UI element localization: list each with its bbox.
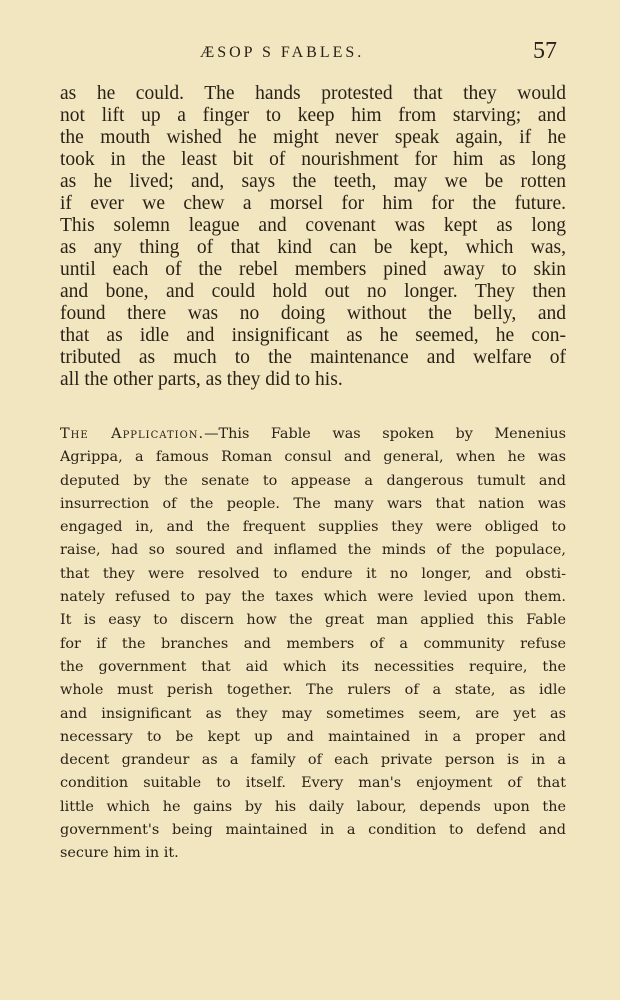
text-line: that as idle and insignificant as he seemed, he con- xyxy=(60,325,566,346)
running-title: ÆSOP S FABLES. xyxy=(200,44,365,61)
text-line: not lift up a finger to keep him from starving; and xyxy=(60,105,566,126)
text-line xyxy=(60,423,566,446)
text-line: as any thing of that kind can be kept, which was, xyxy=(60,237,566,258)
text-line: secure him in it. xyxy=(60,845,179,862)
text-line: raise, had so soured and inflamed the minds of the populace, xyxy=(60,542,566,559)
text-line: government's being maintained in a condition to defend and xyxy=(60,822,566,839)
text-line: tributed as much to the maintenance and welfare of xyxy=(60,347,566,368)
text-line: as he could. The hands protested that they would xyxy=(60,83,566,104)
text-line: deputed by the senate to appease a dangerous tumult and xyxy=(60,472,566,489)
text-line: took in the least bit of nourishment for him as long xyxy=(60,149,566,170)
page-number: 57 xyxy=(533,38,557,64)
text-line: if ever we chew a morsel for him for the future. xyxy=(60,193,566,214)
page-header xyxy=(0,38,620,68)
application-paragraph xyxy=(60,423,566,866)
text-line: and bone, and could hold out no longer. They then xyxy=(60,281,566,302)
text-line: that they were resolved to endure it no longer, and obsti- xyxy=(60,565,566,582)
text-line: engaged in, and the frequent supplies they were obliged to xyxy=(60,519,566,536)
text-line: whole must perish together. The rulers of a state, as idle xyxy=(60,682,566,699)
text-line: insurrection of the people. The many wars that nation was xyxy=(60,495,566,512)
text-line: all the other parts, as they did to his. xyxy=(60,369,343,390)
fable-text-paragraph xyxy=(60,83,566,391)
text-line: Agrippa, a famous Roman consul and general, when he was xyxy=(60,449,566,466)
text-line: condition suitable to itself. Every man's enjoyment of that xyxy=(60,775,566,792)
text-line: found there was no doing without the belly, and xyxy=(60,303,566,324)
text-line: little which he gains by his daily labour, depends upon the xyxy=(60,798,566,815)
text-line: necessary to be kept up and maintained in a proper and xyxy=(60,728,566,745)
text-line: nately refused to pay the taxes which were levied upon them. xyxy=(60,589,566,606)
text-line-rest: —This Fable was spoken by Menenius xyxy=(204,426,566,442)
application-heading: The Application. xyxy=(60,426,205,442)
text-line: until each of the rebel members pined away to skin xyxy=(60,259,566,280)
text-line: the mouth wished he might never speak again, if he xyxy=(60,127,566,148)
text-line: and insignificant as they may sometimes seem, are yet as xyxy=(60,705,566,722)
text-line: decent grandeur as a family of each private person is in a xyxy=(60,752,566,769)
text-line: as he lived; and, says the teeth, may we be rotten xyxy=(60,171,566,192)
text-line: for if the branches and members of a community refuse xyxy=(60,635,566,652)
text-line: This solemn league and covenant was kept as long xyxy=(60,215,566,236)
text-line: the government that aid which its necessities require, the xyxy=(60,658,566,675)
text-line: It is easy to discern how the great man applied this Fable xyxy=(60,612,566,629)
